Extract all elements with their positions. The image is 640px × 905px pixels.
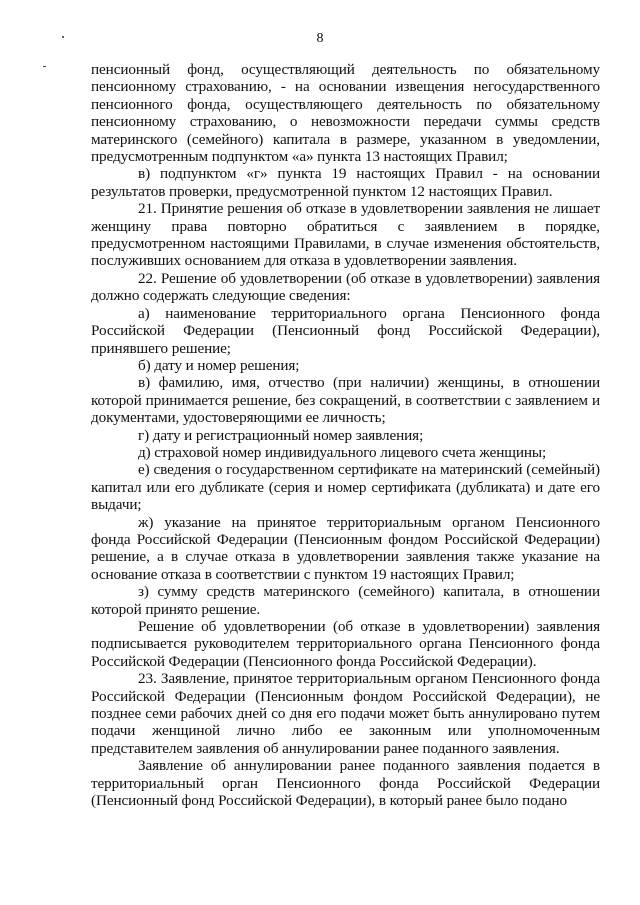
scan-speck [62, 36, 64, 38]
paragraph-23: 23. Заявление, принятое территориальным органом Пенсионного фонда Российской Федерации (Пенсионным фондом Российской Федерации), не позднее семи рабочих дней со дня его подачи может быть аннулировано путем подачи женщиной лично либо ее законным или уполномоченным представителем заявления об аннулировании ранее поданного заявления. [91, 670, 600, 757]
list-item-zh: ж) указание на принятое территориальным органом Пенсионного фонда Российской Федерации (Пенсионным фондом Российской Федерации) решение, а в случае отказа в удовлетворении заявления также указание на основание отказа в соответствии с пунктом 19 настоящих Правил; [91, 513, 600, 583]
list-item-a: а) наименование территориального органа Пенсионного фонда Российской Федерации (Пенсионный фонд Российской Федерации), принявшего решение; [91, 304, 600, 357]
paragraph-signature: Решение об удовлетворении (об отказе в удовлетворении) заявления подписывается руководителем территориального органа Пенсионного фонда Российской Федерации (Пенсионного фонда Российской Федерации). [91, 618, 600, 670]
page-number: 8 [316, 31, 324, 46]
document-body [91, 61, 600, 809]
list-item-d: д) страховой номер индивидуального лицевого счета женщины; [138, 443, 547, 461]
list-item-g: г) дату и регистрационный номер заявления; [138, 426, 424, 444]
list-item-e: е) сведения о государственном сертификате на материнский (семейный) капитал или его дубликате (серия и номер сертификата (дубликата) и дате его выдачи; [91, 461, 600, 514]
list-item-v: в) фамилию, имя, отчество (при наличии) женщины, в отношении которой принимается решение, без сокращений, в соответствии с заявлением и документами, удостоверяющими ее личность; [91, 374, 600, 427]
scan-speck [43, 66, 46, 67]
paragraph-continuation: пенсионный фонд, осуществляющий деятельность по обязательному пенсионному страхованию, - на основании извещения негосударственного пенсионного фонда, осуществляющего деятельность по обязательному пенсионному страхованию, о невозможности передачи суммы средств материнского (семейного) капитала в размере, указанном в уведомлении, предусмотренным подпунктом «а» пункта 13 настоящих Правил; [91, 61, 600, 166]
paragraph-22: 22. Решение об удовлетворении (об отказе в удовлетворении) заявления должно содержать следующие сведения: [91, 269, 600, 305]
paragraph-annulment: Заявление об аннулировании ранее поданного заявления подается в территориальный орган Пенсионного фонда Российской Федерации (Пенсионный фонд Российской Федерации), в который ранее было подано [91, 757, 600, 810]
list-item-b: б) дату и номер решения; [138, 356, 300, 374]
paragraph-subitem-v: в) подпунктом «г» пункта 19 настоящих Правил - на основании результатов проверки, предусмотренной пунктом 12 настоящих Правил. [91, 165, 600, 200]
list-item-z: з) сумму средств материнского (семейного) капитала, в отношении которой принято решение. [91, 583, 600, 618]
paragraph-21: 21. Принятие решения об отказе в удовлетворении заявления не лишает женщину права повторно обратиться с заявлением в порядке, предусмотренном настоящими Правилами, в случае изменения обстоятельств, послуживших основанием для отказа в удовлетворении заявления. [91, 200, 600, 270]
